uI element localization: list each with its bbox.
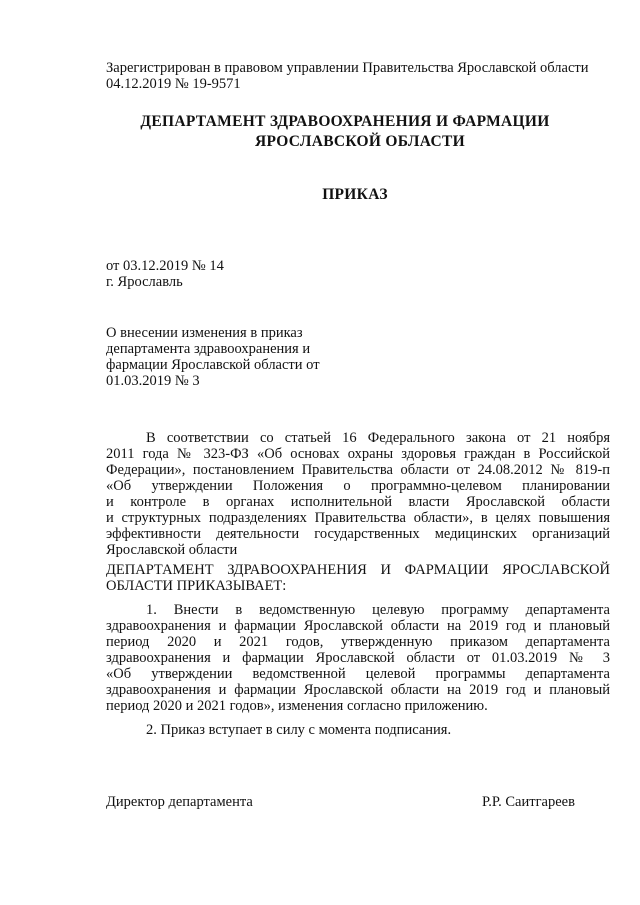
- preamble-line: «Об утверждении Положения о программно-целевом планировании: [106, 478, 610, 494]
- city: г. Ярославль: [106, 274, 183, 290]
- order-item-2: 2. Приказ вступает в силу с момента подписания.: [146, 722, 452, 738]
- item-1-line: период 2020 и 2021 годов», изменения согласно приложению.: [106, 698, 488, 714]
- subject-line: фармации Ярославской области от: [106, 357, 320, 373]
- preamble-line: Ярославской области: [106, 542, 238, 558]
- document-type: ПРИКАЗ: [322, 186, 388, 203]
- item-1-line: здравоохранения и фармации Ярославской области на 2019 год и плановый: [106, 618, 610, 634]
- order-item-1: [106, 602, 610, 714]
- preamble-line: Федерации», постановлением Правительства области от 24.08.2012 № 819-п: [106, 462, 610, 478]
- subject-line: 01.03.2019 № 3: [106, 373, 200, 389]
- order-phrase-line: ОБЛАСТИ ПРИКАЗЫВАЕТ:: [106, 578, 287, 594]
- item-1-line: «Об утверждении ведомственной целевой программы департамента: [106, 666, 610, 682]
- date-number: от 03.12.2019 № 14: [106, 258, 224, 274]
- preamble-line: и структурных подразделениях Правительства области», в целях повышения: [106, 510, 610, 526]
- preamble-line: 2011 года № 323-ФЗ «Об основах охраны здоровья граждан в Российской: [106, 446, 610, 462]
- signature-position: Директор департамента: [106, 794, 253, 810]
- item-1-line: здравоохранения и фармации Ярославской области от 01.03.2019 № 3: [106, 650, 610, 666]
- subject-line: О внесении изменения в приказ: [106, 325, 303, 341]
- item-1-line: 1. Внести в ведомственную целевую программу департамента: [146, 602, 610, 618]
- preamble-line: эффективности деятельности государственных медицинских организаций: [106, 526, 610, 542]
- registration-line-2: 04.12.2019 № 19-9571: [106, 76, 241, 92]
- subject-line: департамента здравоохранения и: [106, 341, 311, 357]
- registration-line-1: Зарегистрирован в правовом управлении Правительства Ярославской области: [106, 60, 589, 76]
- preamble-line: и контроле в органах исполнительной власти Ярославской области: [106, 494, 610, 510]
- item-1-line: здравоохранения и фармации Ярославской области на 2019 год и плановый: [106, 682, 610, 698]
- preamble-paragraph: [106, 430, 610, 558]
- order-phrase: [106, 562, 610, 594]
- signature-name: Р.Р. Саитгареев: [482, 794, 575, 810]
- department-title-line-2: ЯРОСЛАВСКОЙ ОБЛАСТИ: [255, 133, 465, 150]
- preamble-line: В соответствии со статьей 16 Федерального закона от 21 ноября: [146, 430, 610, 446]
- department-title-line-1: ДЕПАРТАМЕНТ ЗДРАВООХРАНЕНИЯ И ФАРМАЦИИ: [140, 113, 550, 130]
- order-phrase-line: ДЕПАРТАМЕНТ ЗДРАВООХРАНЕНИЯ И ФАРМАЦИИ ЯРОСЛАВСКОЙ: [106, 562, 610, 578]
- item-1-line: период 2020 и 2021 годов, утвержденную приказом департамента: [106, 634, 610, 650]
